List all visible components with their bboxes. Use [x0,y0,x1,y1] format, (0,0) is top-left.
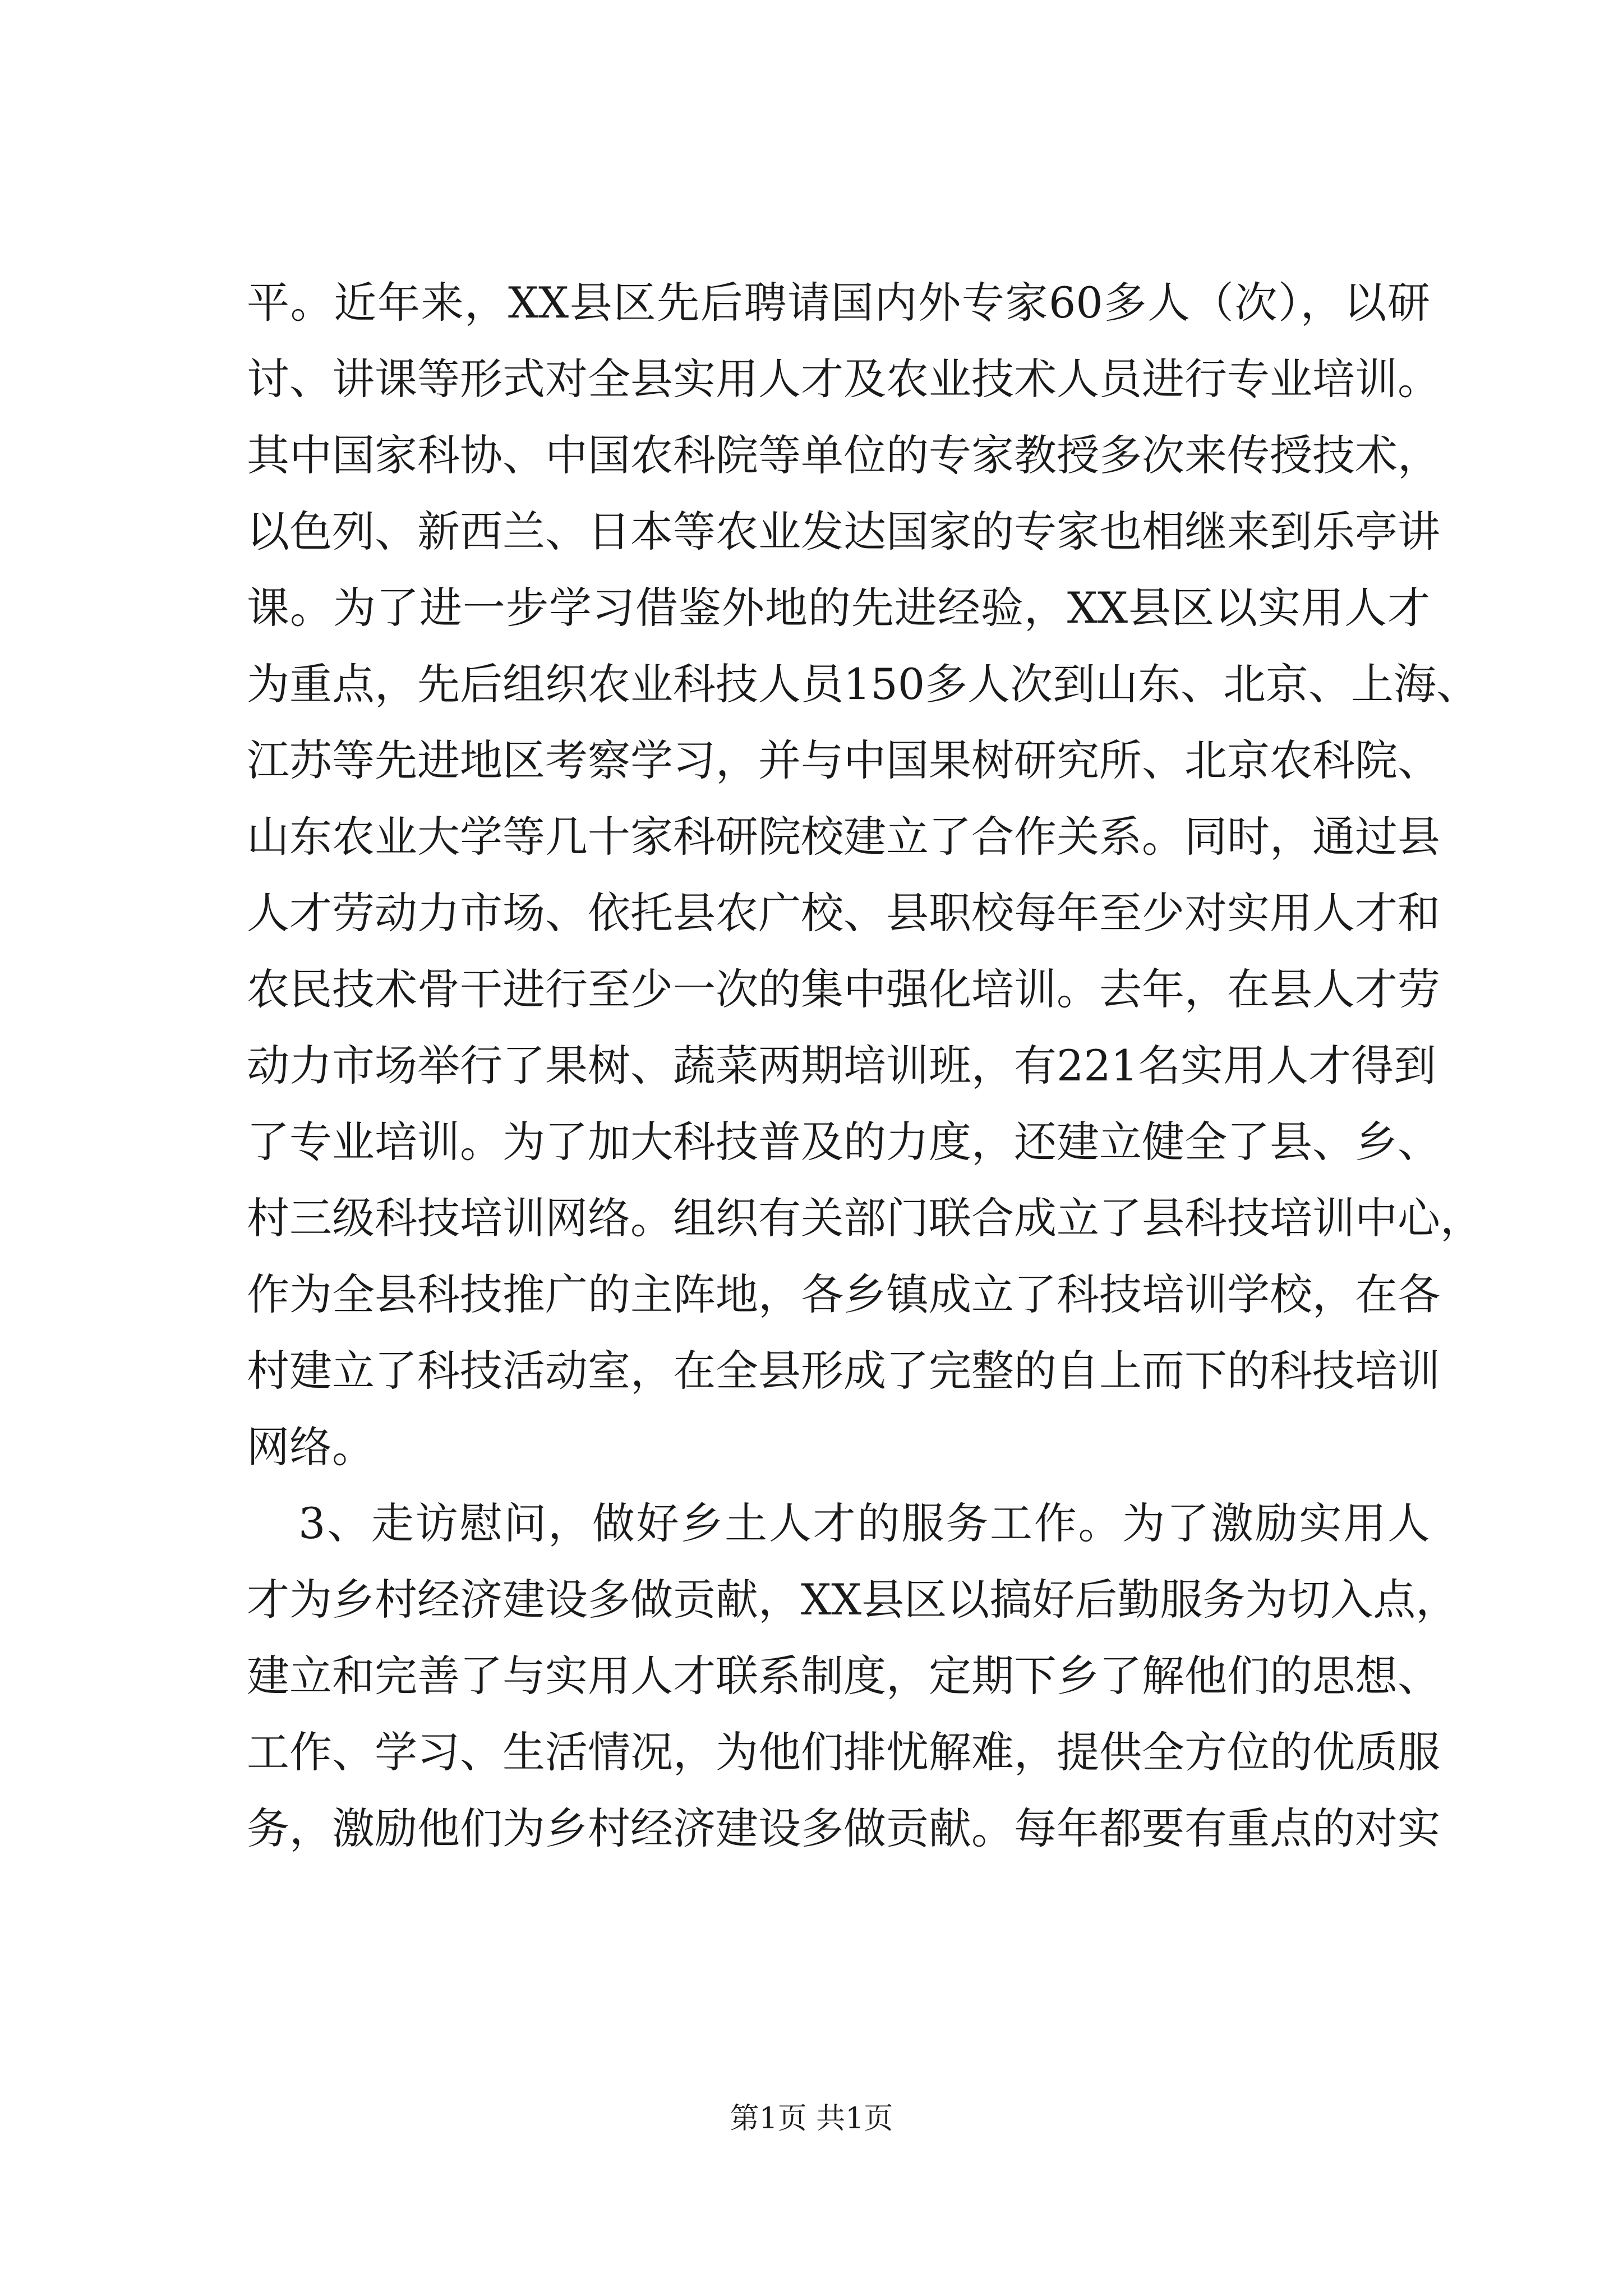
text-line: 才为乡村经济建设多做贡献，XX县区以搞好后勤服务为切入点， [247,1575,1459,1625]
text-line: 为重点，先后组织农业科技人员150多人次到山东、北京、上海、 [247,659,1479,709]
text-line: 建立和完善了与实用人才联系制度，定期下乡了解他们的思想、 [247,1651,1440,1701]
text-line: 课。为了进一步学习借鉴外地的先进经验，XX县区以实用人才 [247,583,1430,633]
body-text [247,265,1483,1867]
text-line: 务，激励他们为乡村经济建设多做贡献。每年都要有重点的对实 [247,1803,1440,1853]
paragraph-end-line: 网络。 [247,1422,375,1472]
text-line: 山东农业大学等几十家科研院校建立了合作关系。同时，通过县 [247,812,1440,862]
text-line: 讨、讲课等形式对全县实用人才及农业技术人员进行专业培训。 [247,354,1440,404]
text-line: 农民技术骨干进行至少一次的集中强化培训。去年，在县人才劳 [247,964,1440,1014]
text-line: 平。近年来，XX县区先后聘请国内外专家60多人（次），以研 [247,278,1430,328]
paragraph-start-line: 3、走访慰问，做好乡土人才的服务工作。为了激励实用人 [298,1498,1430,1548]
text-line: 以色列、新西兰、日本等农业发达国家的专家也相继来到乐亭讲 [247,507,1440,556]
text-line: 村建立了科技活动室，在全县形成了完整的自上而下的科技培训 [247,1346,1440,1396]
text-line: 作为全县科技推广的主阵地，各乡镇成立了科技培训学校，在各 [247,1269,1440,1319]
text-line: 江苏等先进地区考察学习，并与中国果树研究所、北京农科院、 [247,735,1440,785]
text-line: 工作、学习、生活情况，为他们排忧解难，提供全方位的优质服 [247,1727,1440,1777]
text-line: 动力市场举行了果树、蔬菜两期培训班，有221名实用人才得到 [247,1041,1437,1091]
page-number-label: 第1页 共1页 [730,2102,893,2136]
text-line: 了专业培训。为了加大科技普及的力度，还建立健全了县、乡、 [247,1117,1440,1167]
text-line: 人才劳动力市场、依托县农广校、县职校每年至少对实用人才和 [247,888,1440,938]
text-line: 村三级科技培训网络。组织有关部门联合成立了县科技培训中心， [247,1193,1483,1243]
text-line: 其中国家科协、中国农科院等单位的专家教授多次来传授技术， [247,430,1440,480]
page-footer [0,2101,1623,2137]
